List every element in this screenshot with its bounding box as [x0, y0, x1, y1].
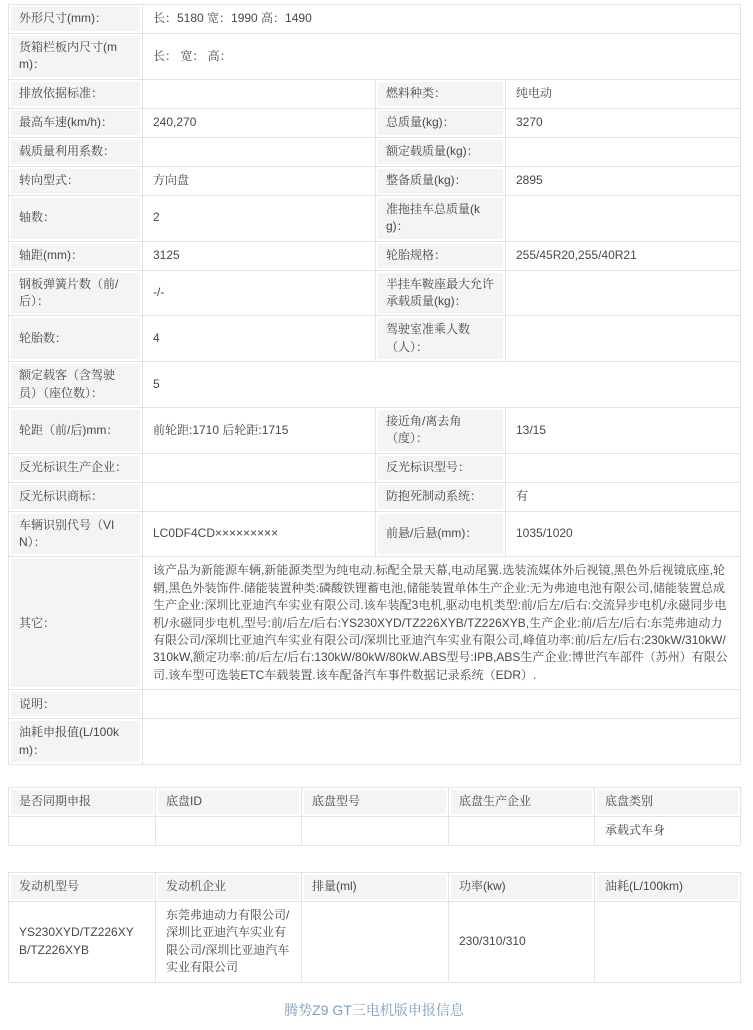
spec-value: 2: [143, 195, 376, 241]
spec-label: 其它：: [9, 557, 143, 690]
spec-label: 排放依据标准：: [9, 79, 143, 108]
spec-value: 有: [506, 482, 741, 511]
spec-value: 3270: [506, 108, 741, 137]
spec-value: [143, 719, 741, 765]
spec-label: 反光标识商标：: [9, 482, 143, 511]
engine-table: [8, 872, 741, 983]
spacer: [8, 765, 740, 787]
table-row: [9, 407, 741, 453]
spec-label: 接近角/离去角（度）：: [376, 407, 506, 453]
spacer: [8, 846, 740, 872]
spec-label: 货箱栏板内尺寸(mm)：: [9, 34, 143, 80]
table-row: [9, 316, 741, 362]
chassis-header: 底盘型号: [302, 787, 449, 816]
spec-value: [506, 316, 741, 362]
spec-value: LC0DF4CD×××××××××: [143, 511, 376, 557]
chassis-value: [302, 816, 449, 845]
table-row: [9, 557, 741, 690]
engine-value: [302, 901, 449, 982]
table-row: [9, 270, 741, 316]
table-row: [9, 34, 741, 80]
table-row: [9, 79, 741, 108]
spec-value: [506, 195, 741, 241]
spec-value: 3125: [143, 241, 376, 270]
engine-value: 东莞弗迪动力有限公司/深圳比亚迪汽车实业有限公司/深圳比亚迪汽车实业有限公司: [156, 901, 302, 982]
spec-value: 纯电动: [506, 79, 741, 108]
spec-label: 说明：: [9, 690, 143, 719]
spec-label: 驾驶室准乘人数（人）：: [376, 316, 506, 362]
chassis-table: [8, 787, 741, 846]
engine-header: 发动机型号: [9, 872, 156, 901]
spec-label: 整备质量(kg)：: [376, 166, 506, 195]
table-row: [9, 482, 741, 511]
spec-value: 240,270: [143, 108, 376, 137]
spec-value: [143, 137, 376, 166]
spec-value: [143, 482, 376, 511]
spec-label: 轴数：: [9, 195, 143, 241]
engine-header: 发动机企业: [156, 872, 302, 901]
spec-label: 额定载客（含驾驶员）（座位数）：: [9, 362, 143, 408]
table-row: [9, 166, 741, 195]
chassis-value: [449, 816, 595, 845]
spec-value: 4: [143, 316, 376, 362]
table-row: [9, 511, 741, 557]
spec-label: 车辆识别代号（VIN）：: [9, 511, 143, 557]
engine-value: YS230XYD/TZ226XYB/TZ226XYB: [9, 901, 156, 982]
spec-label: 转向型式：: [9, 166, 143, 195]
spec-label: 载质量利用系数：: [9, 137, 143, 166]
table-row: [9, 108, 741, 137]
spec-label: 最高车速(km/h)：: [9, 108, 143, 137]
table-row: [9, 719, 741, 765]
spec-label: 防抱死制动系统：: [376, 482, 506, 511]
chassis-value: 承载式车身: [595, 816, 741, 845]
table-row: [9, 241, 741, 270]
spec-label: 额定载质量(kg)：: [376, 137, 506, 166]
spec-label: 外形尺寸(mm)：: [9, 5, 143, 34]
chassis-value: [9, 816, 156, 845]
table-row: [9, 816, 741, 845]
spec-table: [8, 4, 741, 765]
spec-label: 总质量(kg)：: [376, 108, 506, 137]
spec-label: 半挂车鞍座最大允许承载质量(kg)：: [376, 270, 506, 316]
chassis-header: 底盘类别: [595, 787, 741, 816]
spec-label: 准拖挂车总质量(kg)：: [376, 195, 506, 241]
chassis-header: 是否同期申报: [9, 787, 156, 816]
spec-label: 钢板弹簧片数（前/后）：: [9, 270, 143, 316]
spec-value-other: 该产品为新能源车辆,新能源类型为纯电动.标配全景天幕,电动尾翼.选装流媒体外后视镜,黑色外后视镜底座,轮辋,黑色外装饰件.储能装置种类:磷酸铁锂蓄电池,储能装置单体生产企业:无为弗迪电池有限公司,储能装置总成生产企业:深圳比亚迪汽车实业有限公司.该车装配3电机,驱动电机类型:前/后左/后右:交流异步电机/永磁同步电机/永磁同步电机,型号:前/后左/后右:YS230XYD/TZ226XYB/TZ226XYB,生产企业:前/后左/后右:东莞弗迪动力有限公司/深圳比亚迪汽车实业有限公司/深圳比亚迪汽车实业有限公司,峰值功率:前/后左/后右:230kW/310kW/310kW,额定功率:前/后左/后右:130kW/80kW/80kW.ABS型号:IPB,ABS生产企业:博世汽车部件（苏州）有限公司.该车型可选装ETC车载装置.该车配备汽车事件数据记录系统（EDR）.: [143, 557, 741, 690]
chassis-header: 底盘ID: [156, 787, 302, 816]
spec-label: 轮胎数：: [9, 316, 143, 362]
engine-value: [595, 901, 741, 982]
spec-value: -/-: [143, 270, 376, 316]
spec-value: 长： 宽： 高：: [143, 34, 741, 80]
spec-label: 轮距（前/后)mm：: [9, 407, 143, 453]
spec-value: 255/45R20,255/40R21: [506, 241, 741, 270]
table-row: [9, 901, 741, 982]
spec-label: 轮胎规格：: [376, 241, 506, 270]
table-row: [9, 137, 741, 166]
chassis-value: [156, 816, 302, 845]
table-row: [9, 690, 741, 719]
spec-label: 反光标识生产企业：: [9, 453, 143, 482]
spec-label: 轴距(mm)：: [9, 241, 143, 270]
spec-value: 13/15: [506, 407, 741, 453]
table-header-row: [9, 787, 741, 816]
image-caption: 腾势Z9 GT三电机版申报信息: [284, 1001, 464, 1018]
spec-value: [506, 453, 741, 482]
spec-value: 方向盘: [143, 166, 376, 195]
spec-value: 1035/1020: [506, 511, 741, 557]
chassis-header: 底盘生产企业: [449, 787, 595, 816]
engine-header: 油耗(L/100km): [595, 872, 741, 901]
spec-value: [506, 137, 741, 166]
spec-value: [143, 690, 741, 719]
spec-value: 长：5180 宽：1990 高：1490: [143, 5, 741, 34]
engine-header: 功率(kw): [449, 872, 595, 901]
spec-value: [506, 270, 741, 316]
table-row: [9, 362, 741, 408]
engine-header: 排量(ml): [302, 872, 449, 901]
spec-value: 2895: [506, 166, 741, 195]
spec-label: 燃料种类：: [376, 79, 506, 108]
spec-value: [143, 79, 376, 108]
spec-label: 反光标识型号：: [376, 453, 506, 482]
engine-value: 230/310/310: [449, 901, 595, 982]
spec-value: 前轮距:1710 后轮距:1715: [143, 407, 376, 453]
spec-label: 前悬/后悬(mm)：: [376, 511, 506, 557]
spec-label: 油耗申报值(L/100km)：: [9, 719, 143, 765]
spec-value: [143, 453, 376, 482]
table-row: [9, 453, 741, 482]
spec-value: 5: [143, 362, 741, 408]
table-row: [9, 195, 741, 241]
table-row: [9, 5, 741, 34]
